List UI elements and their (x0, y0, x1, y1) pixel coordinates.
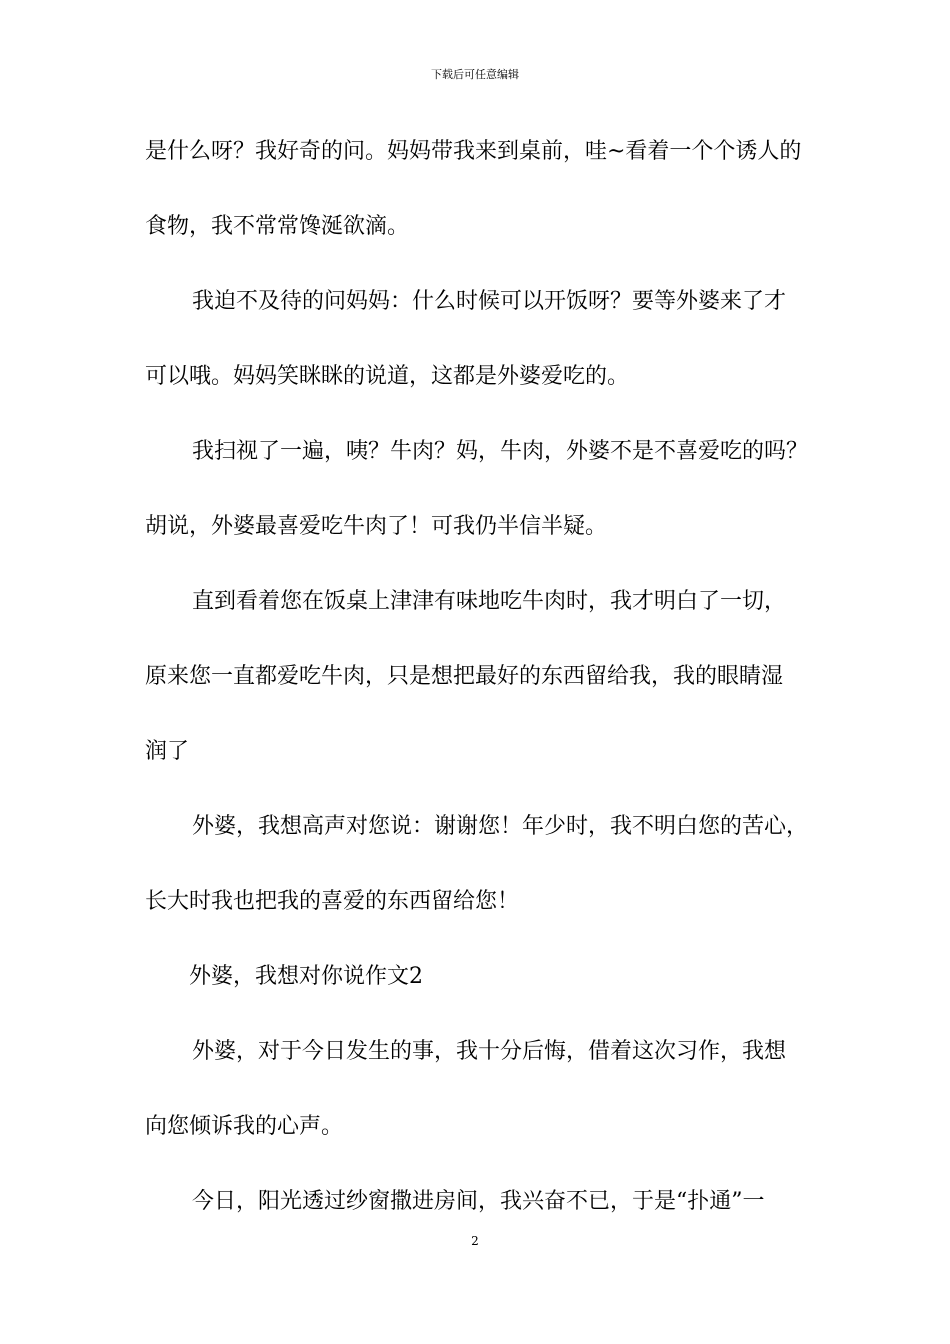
text-line: 原来您一直都爱吃牛肉，只是想把最好的东西留给我，我的眼睛湿 (145, 664, 784, 689)
text-line: 是什么呀？我好奇的问。妈妈带我来到桌前，哇~看着一个个诱人的 (145, 139, 802, 164)
paragraph-line: 我扫视了一遍，咦？牛肉？妈，牛肉，外婆不是不喜爱吃的吗？ (192, 439, 809, 464)
essay-title: 外婆，我想对你说作文2 (189, 964, 423, 989)
page-number: 2 (471, 1234, 479, 1248)
paragraph-line: 直到看着您在饭桌上津津有味地吃牛肉时，我才明白了一切， (192, 589, 787, 614)
text-line: 胡说，外婆最喜爱吃牛肉了！可我仍半信半疑。 (145, 514, 608, 539)
paragraph-line: 我迫不及待的问妈妈：什么时候可以开饭呀？要等外婆来了才 (192, 289, 787, 314)
text-line: 可以哦。妈妈笑眯眯的说道，这都是外婆爱吃的。 (145, 364, 630, 389)
text-line: 食物，我不常常馋涎欲滴。 (145, 214, 410, 239)
paragraph-line: 今日，阳光透过纱窗撒进房间，我兴奋不已，于是“扑通”一 (192, 1189, 765, 1214)
text-line: 润了 (145, 739, 190, 764)
paragraph-line: 外婆，我想高声对您说：谢谢您！年少时，我不明白您的苦心， (192, 814, 809, 839)
page-header: 下载后可任意编辑 (431, 68, 519, 81)
text-line: 向您倾诉我的心声。 (145, 1114, 344, 1139)
text-line: 长大时我也把我的喜爱的东西留给您！ (145, 889, 520, 914)
paragraph-line: 外婆，对于今日发生的事，我十分后悔，借着这次习作，我想 (192, 1039, 787, 1064)
